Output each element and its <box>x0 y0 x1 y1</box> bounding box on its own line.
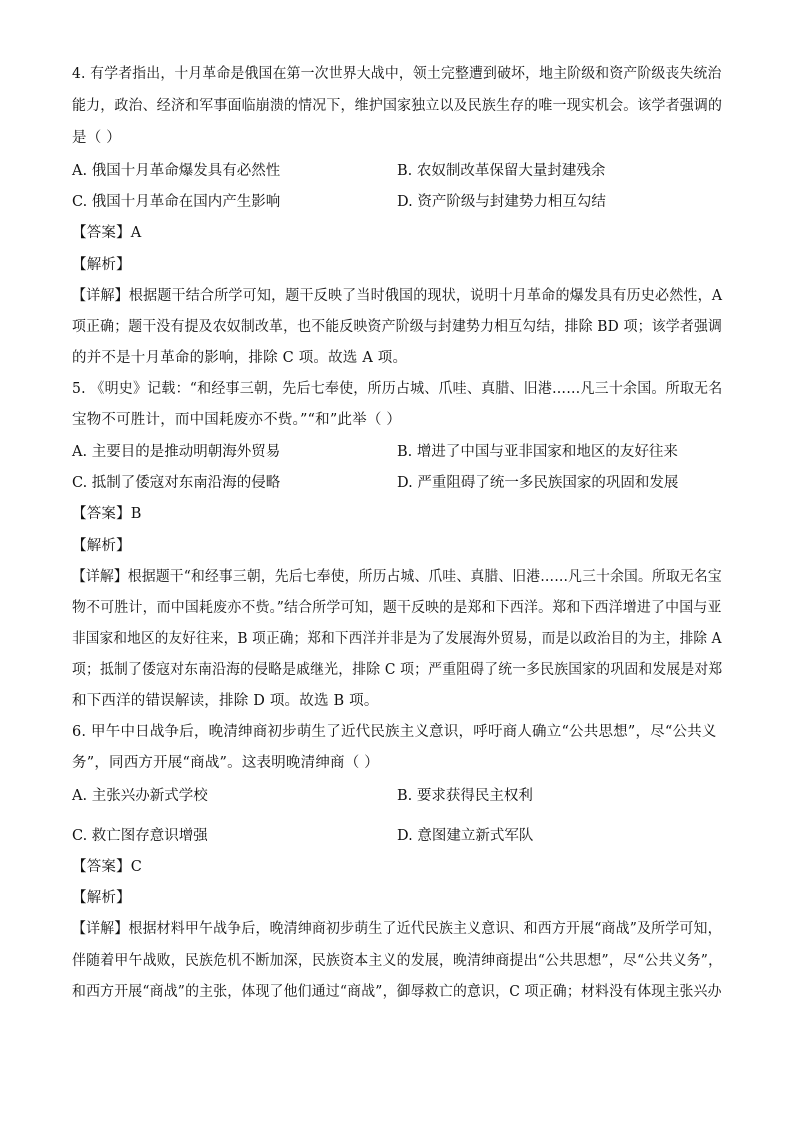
q6-detail-line-1: 【详解】根据材料甲午战争后，晚清绅商初步萌生了近代民族主义意识、和西方开展“商战”及所学可知， <box>72 921 722 937</box>
q4-stem-line-2: 能力，政治、经济和军事面临崩溃的情况下，维护国家独立以及民族生存的唯一现实机会。该学者强调的 <box>72 98 723 114</box>
q5-option-b: B. 增进了中国与亚非国家和地区的友好往来 <box>397 444 678 460</box>
q4-option-d: D. 资产阶级与封建势力相互勾结 <box>397 194 606 210</box>
q5-analysis-heading: 【解析】 <box>72 538 131 554</box>
q6-analysis-heading: 【解析】 <box>72 890 131 906</box>
q5-detail-line-2: 物不可胜计，而中国耗废亦不赀。”结合所学可知，题干反映的是郑和下西洋。郑和下西洋增进了中国与亚 <box>72 600 722 616</box>
q6-answer: 【答案】C <box>72 859 143 875</box>
q5-detail-line-5: 和下西洋的错误解读，排除 D 项。故选 B 项。 <box>72 693 379 709</box>
q4-stem-line-1: 4. 有学者指出，十月革命是俄国在第一次世界大战中，领土完整遭到破坏，地主阶级和资产阶级丧失统治 <box>72 66 722 82</box>
q4-option-a: A. 俄国十月革命爆发具有必然性 <box>72 163 281 179</box>
q5-option-d: D. 严重阻碍了统一多民族国家的巩固和发展 <box>397 475 679 491</box>
q5-option-a: A. 主要目的是推动明朝海外贸易 <box>72 444 281 460</box>
q5-detail-line-1: 【详解】根据题干“和经事三朝，先后七奉使，所历占城、爪哇、真腊、旧港……凡三十余国。所取无名宝 <box>72 569 722 585</box>
q5-detail-line-3: 非国家和地区的友好往来，B 项正确；郑和下西洋并非是为了发展海外贸易，而是以政治目的为主，排除 A <box>72 631 722 647</box>
q4-stem-line-3: 是（ ） <box>72 130 121 146</box>
q6-stem-line-1: 6. 甲午中日战争后，晚清绅商初步萌生了近代民族主义意识，呼吁商人确立“公共思想”，尽“公共义 <box>72 724 717 740</box>
q6-option-b: B. 要求获得民主权利 <box>397 788 533 804</box>
q4-detail-line-2: 项正确；题干没有提及农奴制改革，也不能反映资产阶级与封建势力相互勾结，排除 BD 项；该学者强调 <box>72 319 723 335</box>
q5-option-c: C. 抵制了倭寇对东南沿海的侵略 <box>72 475 281 491</box>
q6-detail-line-3: 和西方开展“商战”的主张，体现了他们通过“商战”，御辱救亡的意识，C 项正确；材料没有体现主张兴办 <box>72 984 722 1000</box>
q4-answer: 【答案】A <box>72 225 142 241</box>
q4-option-c: C. 俄国十月革命在国内产生影响 <box>72 194 281 210</box>
q6-option-d: D. 意图建立新式军队 <box>397 828 534 844</box>
q4-detail-line-3: 的并不是十月革命的影响，排除 C 项。故选 A 项。 <box>72 350 408 366</box>
q5-answer: 【答案】B <box>72 506 142 522</box>
q5-stem-line-1: 5. 《明史》记载：“和经事三朝，先后七奉使，所历占城、爪哇、真腊、旧港……凡三十余国。所取无名 <box>72 381 723 397</box>
q6-option-a: A. 主张兴办新式学校 <box>72 788 208 804</box>
q5-stem-line-2: 宝物不可胜计，而中国耗废亦不赀。”“和”此举（ ） <box>72 412 402 428</box>
q6-stem-line-2: 务”，同西方开展“商战”。这表明晚清绅商（ ） <box>72 755 379 771</box>
q6-detail-line-2: 伴随着甲午战败，民族危机不断加深，民族资本主义的发展，晚清绅商提出“公共思想”，尽“公共义务”， <box>72 953 723 969</box>
q4-analysis-heading: 【解析】 <box>72 257 131 273</box>
q4-option-b: B. 农奴制改革保留大量封建残余 <box>397 163 606 179</box>
q4-detail-line-1: 【详解】根据题干结合所学可知，题干反映了当时俄国的现状，说明十月革命的爆发具有历史必然性，A <box>72 288 723 304</box>
q6-option-c: C. 救亡图存意识增强 <box>72 828 208 844</box>
q5-detail-line-4: 项；抵制了倭寇对东南沿海的侵略是戚继光，排除 C 项；严重阻碍了统一多民族国家的巩固和发展是对郑 <box>72 662 723 678</box>
